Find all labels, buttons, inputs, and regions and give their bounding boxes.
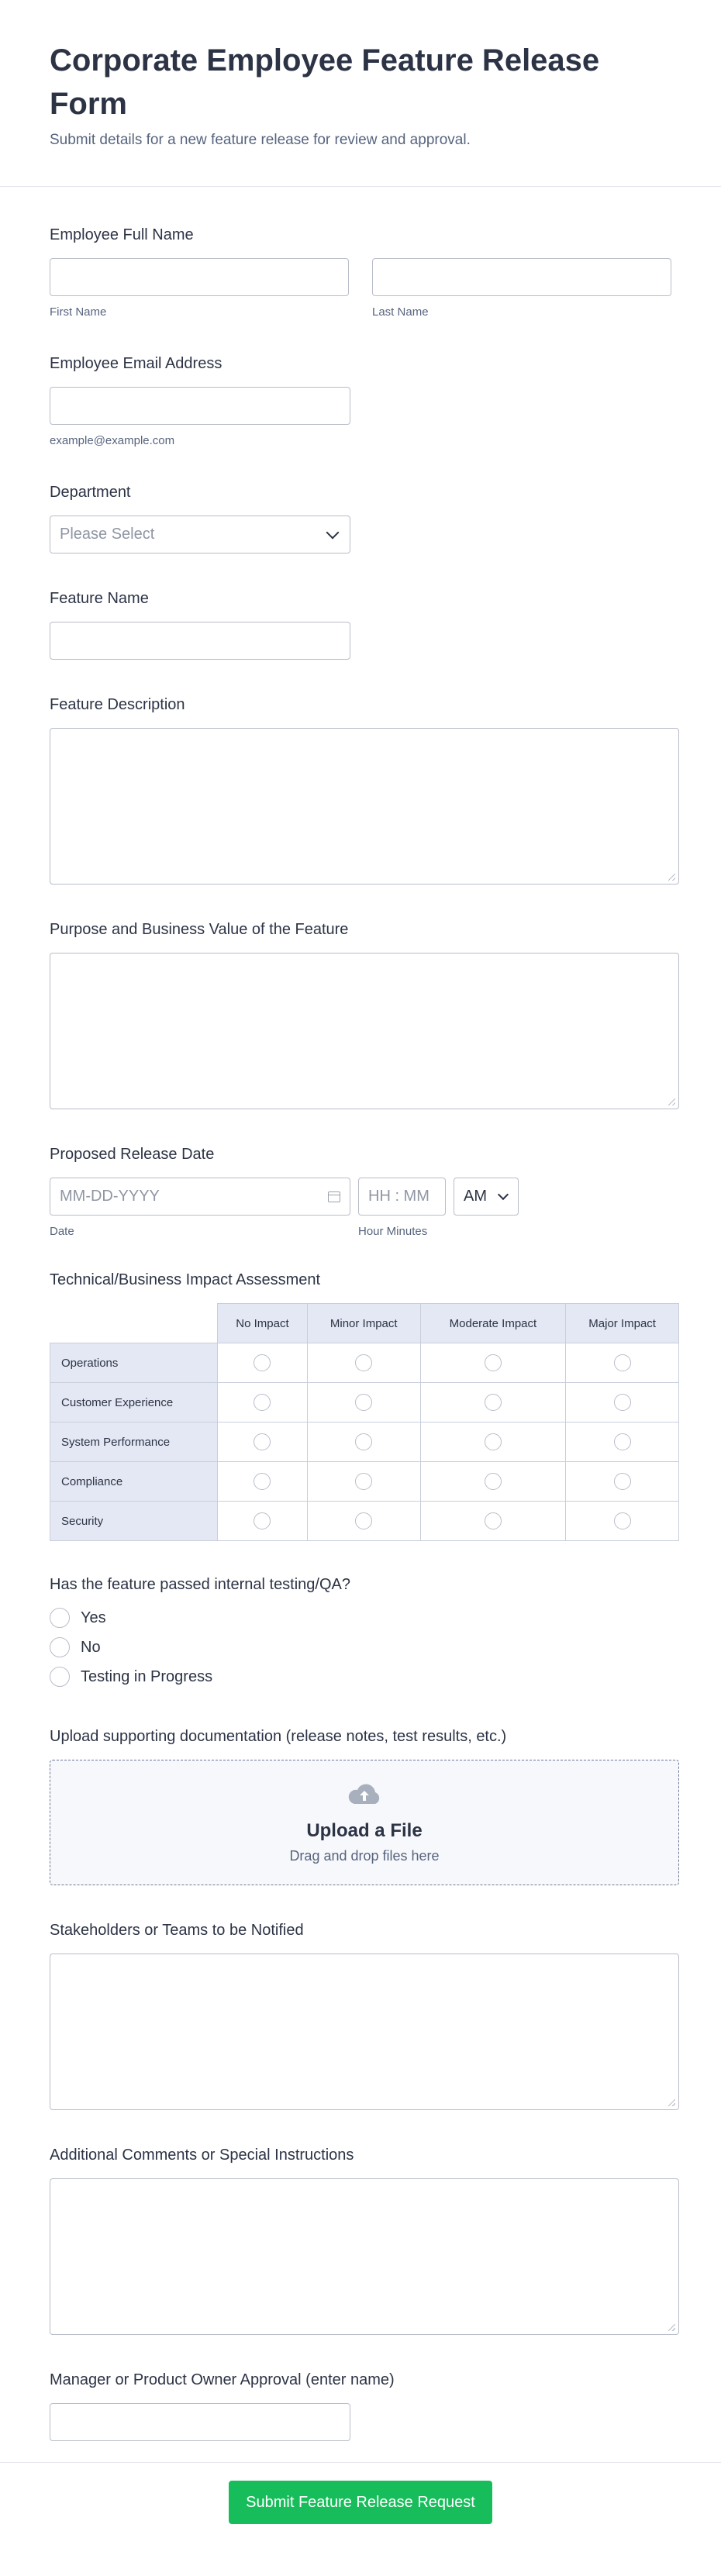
matrix-radio[interactable] (485, 1433, 502, 1450)
radio-circle[interactable] (50, 1608, 70, 1628)
qa-option-yes[interactable] (50, 1603, 671, 1633)
email-sublabel: example@example.com (50, 434, 175, 447)
qa-option-testing[interactable] (50, 1662, 671, 1691)
date-input[interactable] (50, 1178, 350, 1216)
form-body (0, 226, 721, 2441)
form-title: Corporate Employee Feature Release Form (50, 43, 600, 121)
upload-subtitle: Drag and drop files here (289, 1847, 440, 1864)
matrix-row-label: Customer Experience (50, 1383, 218, 1422)
matrix-radio[interactable] (614, 1354, 631, 1371)
matrix-column-header: Minor Impact (307, 1304, 420, 1343)
field-label: Additional Comments or Special Instructions (50, 2147, 354, 2164)
matrix-radio[interactable] (485, 1512, 502, 1529)
field-label: Manager or Product Owner Approval (enter name) (50, 2371, 395, 2388)
matrix-radio[interactable] (254, 1354, 271, 1371)
matrix-radio[interactable] (355, 1473, 372, 1490)
matrix-row (50, 1383, 679, 1422)
first-name-input[interactable] (50, 258, 349, 296)
matrix-radio[interactable] (614, 1394, 631, 1411)
file-upload-dropzone[interactable] (50, 1760, 679, 1885)
email-field-group (50, 354, 671, 447)
feature-description-field (50, 695, 671, 885)
matrix-radio[interactable] (614, 1512, 631, 1529)
resize-handle[interactable] (668, 1098, 675, 1105)
matrix-row (50, 1343, 679, 1383)
feature-description-textarea[interactable] (50, 728, 679, 885)
matrix-radio[interactable] (355, 1354, 372, 1371)
field-label: Employee Email Address (50, 355, 223, 372)
field-label: Technical/Business Impact Assessment (50, 1271, 321, 1288)
field-label: Proposed Release Date (50, 1146, 215, 1163)
ampm-value: AM (464, 1188, 487, 1205)
matrix-row (50, 1502, 679, 1541)
feature-name-input[interactable] (50, 622, 350, 660)
date-sublabel: Date (50, 1225, 74, 1238)
option-label: No (81, 1638, 101, 1656)
form-footer (0, 2462, 721, 2576)
resize-handle[interactable] (668, 874, 675, 881)
chevron-down-icon (498, 1189, 509, 1200)
employee-name-field (50, 226, 671, 319)
matrix-radio[interactable] (254, 1512, 271, 1529)
impact-matrix-field (50, 1271, 671, 1541)
field-label: Feature Name (50, 590, 149, 607)
radio-circle[interactable] (50, 1667, 70, 1687)
time-sublabel: Hour Minutes (358, 1225, 428, 1238)
release-date-field (50, 1145, 671, 1238)
matrix-radio[interactable] (485, 1394, 502, 1411)
last-name-sublabel: Last Name (372, 305, 429, 319)
time-input[interactable] (358, 1178, 446, 1216)
ampm-select[interactable] (454, 1178, 519, 1216)
field-label: Purpose and Business Value of the Feature (50, 921, 349, 938)
matrix-column-header: No Impact (218, 1304, 308, 1343)
matrix-row-label: Operations (50, 1343, 218, 1383)
first-name-sublabel: First Name (50, 305, 107, 319)
qa-field (50, 1575, 671, 1691)
matrix-corner (50, 1304, 218, 1343)
matrix-radio[interactable] (254, 1433, 271, 1450)
matrix-radio[interactable] (355, 1512, 372, 1529)
department-select[interactable] (50, 516, 350, 553)
last-name-input[interactable] (372, 258, 671, 296)
resize-handle[interactable] (668, 2099, 675, 2106)
upload-field (50, 1727, 671, 1885)
matrix-radio[interactable] (254, 1394, 271, 1411)
field-label: Stakeholders or Teams to be Notified (50, 1922, 304, 1939)
purpose-field (50, 920, 671, 1109)
form-header (0, 0, 721, 187)
approval-name-input[interactable] (50, 2403, 350, 2441)
purpose-textarea[interactable] (50, 953, 679, 1109)
feature-name-field (50, 589, 671, 660)
matrix-column-header: Moderate Impact (420, 1304, 566, 1343)
calendar-icon[interactable] (328, 1191, 340, 1202)
matrix-row-label: Compliance (50, 1462, 218, 1502)
matrix-radio[interactable] (485, 1354, 502, 1371)
cloud-upload-icon (346, 1781, 383, 1809)
resize-handle[interactable] (668, 2324, 675, 2331)
matrix-radio[interactable] (355, 1394, 372, 1411)
matrix-radio[interactable] (355, 1433, 372, 1450)
chevron-down-icon (326, 526, 340, 540)
radio-circle[interactable] (50, 1637, 70, 1657)
comments-field (50, 2146, 671, 2335)
qa-option-no[interactable] (50, 1633, 671, 1662)
stakeholders-textarea[interactable] (50, 1954, 679, 2110)
comments-textarea[interactable] (50, 2178, 679, 2335)
field-label: Employee Full Name (50, 226, 194, 243)
matrix-radio[interactable] (614, 1433, 631, 1450)
matrix-radio[interactable] (614, 1473, 631, 1490)
field-label: Has the feature passed internal testing/QA? (50, 1576, 351, 1593)
date-placeholder: MM-DD-YYYY (60, 1188, 160, 1205)
submit-button[interactable]: Submit Feature Release Request (229, 2481, 492, 2524)
email-field[interactable] (50, 387, 350, 425)
matrix-row (50, 1462, 679, 1502)
department-field (50, 483, 671, 553)
matrix-row (50, 1422, 679, 1462)
matrix-radio[interactable] (485, 1473, 502, 1490)
department-placeholder: Please Select (60, 526, 155, 543)
upload-title: Upload a File (306, 1819, 423, 1841)
option-label: Yes (81, 1609, 106, 1626)
matrix-row-label: Security (50, 1502, 218, 1541)
stakeholders-field (50, 1921, 671, 2110)
option-label: Testing in Progress (81, 1667, 213, 1685)
field-label: Upload supporting documentation (release notes, test results, etc.) (50, 1728, 507, 1745)
form-subtitle: Submit details for a new feature release for review and approval. (50, 132, 471, 148)
field-label: Department (50, 484, 131, 501)
time-placeholder: HH : MM (368, 1188, 429, 1205)
matrix-radio[interactable] (254, 1473, 271, 1490)
impact-matrix (50, 1303, 679, 1541)
field-label: Feature Description (50, 696, 185, 713)
matrix-row-label: System Performance (50, 1422, 218, 1462)
matrix-column-header: Major Impact (566, 1304, 679, 1343)
approval-field (50, 2371, 671, 2441)
